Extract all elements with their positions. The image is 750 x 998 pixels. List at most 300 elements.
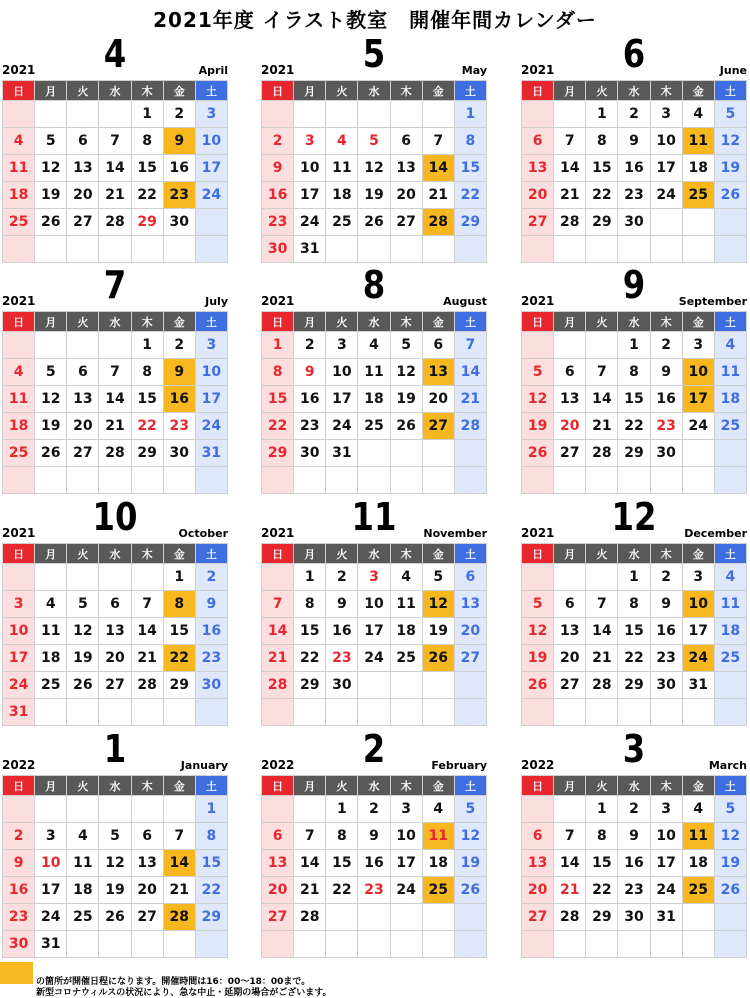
day-cell: 18: [3, 413, 35, 440]
month-year: 2021: [261, 294, 295, 308]
day-cell: 1: [131, 332, 163, 359]
weekday-header: 木: [650, 81, 682, 101]
day-cell: 1: [586, 796, 618, 823]
day-cell: 13: [67, 155, 99, 182]
empty-cell: [358, 440, 390, 467]
empty-cell: [99, 332, 131, 359]
day-cell: 13: [262, 850, 294, 877]
day-cell: 2: [618, 796, 650, 823]
day-cell: 1: [586, 101, 618, 128]
month-name: August: [443, 295, 487, 308]
day-cell: 1: [618, 332, 650, 359]
day-cell: 24: [650, 182, 682, 209]
empty-cell: [67, 796, 99, 823]
empty-cell: [522, 931, 554, 958]
day-cell: 16: [294, 386, 326, 413]
weekday-header: 水: [618, 544, 650, 564]
month-number: 11: [351, 495, 397, 539]
empty-cell: [586, 931, 618, 958]
day-cell: 10: [195, 128, 227, 155]
day-cell: 2: [618, 101, 650, 128]
month-table: [521, 311, 747, 494]
day-cell: 11: [390, 591, 422, 618]
day-cell: 30: [618, 209, 650, 236]
weekday-header: 火: [326, 312, 358, 332]
day-cell: 7: [554, 823, 586, 850]
day-cell: 15: [586, 850, 618, 877]
day-cell: 30: [618, 904, 650, 931]
month-year: 2022: [261, 758, 295, 772]
weekday-header: 月: [294, 312, 326, 332]
day-cell: 2: [163, 332, 195, 359]
day-cell: 26: [714, 877, 746, 904]
month-year: 2022: [521, 758, 555, 772]
weekday-header: 金: [682, 312, 714, 332]
open-day-cell: 8: [163, 591, 195, 618]
note-line-2: 新型コロナウィルスの状況により、急な中止・延期の場合がございます。: [36, 988, 332, 998]
month-name: January: [180, 759, 228, 772]
day-cell: 18: [714, 618, 746, 645]
day-cell: 17: [195, 386, 227, 413]
day-cell: 9: [326, 591, 358, 618]
day-cell: 27: [99, 672, 131, 699]
day-cell: 9: [618, 823, 650, 850]
day-cell: 28: [454, 413, 486, 440]
day-cell: 19: [390, 386, 422, 413]
month-header: [261, 495, 487, 543]
empty-cell: [326, 236, 358, 263]
day-cell: 17: [650, 850, 682, 877]
empty-cell: [3, 796, 35, 823]
empty-cell: [618, 467, 650, 494]
day-cell: 24: [195, 182, 227, 209]
weekday-header: 土: [195, 312, 227, 332]
day-cell: 16: [618, 850, 650, 877]
day-cell: 7: [554, 128, 586, 155]
empty-cell: [35, 796, 67, 823]
day-cell: 15: [195, 850, 227, 877]
weekday-header: 水: [99, 81, 131, 101]
day-cell: 10: [650, 823, 682, 850]
empty-cell: [650, 931, 682, 958]
day-cell: 26: [522, 672, 554, 699]
day-cell: 3: [326, 332, 358, 359]
day-cell: 21: [586, 645, 618, 672]
day-cell: 14: [262, 618, 294, 645]
day-cell: 20: [67, 182, 99, 209]
day-cell: 11: [67, 850, 99, 877]
day-cell: 10: [195, 359, 227, 386]
day-cell: 7: [294, 823, 326, 850]
month-year: 2021: [2, 63, 36, 77]
empty-cell: [454, 440, 486, 467]
empty-cell: [390, 440, 422, 467]
empty-cell: [67, 467, 99, 494]
day-cell: 18: [67, 877, 99, 904]
day-cell: 10: [3, 618, 35, 645]
day-cell: 2: [262, 128, 294, 155]
day-cell: 21: [454, 386, 486, 413]
day-cell: 4: [682, 796, 714, 823]
day-cell: 5: [67, 591, 99, 618]
weekday-header: 水: [358, 312, 390, 332]
day-cell: 2: [650, 564, 682, 591]
day-cell: 26: [358, 209, 390, 236]
empty-cell: [358, 931, 390, 958]
day-cell: 23: [618, 182, 650, 209]
day-cell: 6: [262, 823, 294, 850]
day-cell: 30: [3, 931, 35, 958]
day-cell: 7: [422, 128, 454, 155]
empty-cell: [522, 101, 554, 128]
month-year: 2021: [2, 294, 36, 308]
day-cell: 6: [131, 823, 163, 850]
day-cell: 5: [35, 359, 67, 386]
weekday-header: 水: [618, 776, 650, 796]
month-header: [261, 263, 487, 311]
day-cell: 20: [554, 645, 586, 672]
day-cell: 30: [163, 440, 195, 467]
empty-cell: [131, 236, 163, 263]
weekday-header: 金: [163, 81, 195, 101]
month-name: February: [431, 759, 487, 772]
empty-cell: [195, 699, 227, 726]
month-header: [2, 495, 228, 543]
day-cell: 25: [714, 645, 746, 672]
weekday-header: 金: [163, 776, 195, 796]
weekday-header: 火: [67, 312, 99, 332]
empty-cell: [714, 699, 746, 726]
weekday-header: 日: [522, 776, 554, 796]
weekday-header: 金: [682, 81, 714, 101]
weekday-header: 月: [294, 776, 326, 796]
day-cell: 16: [262, 182, 294, 209]
empty-cell: [35, 699, 67, 726]
day-cell: 29: [586, 209, 618, 236]
day-cell: 21: [262, 645, 294, 672]
open-day-cell: 28: [422, 209, 454, 236]
day-cell: 6: [67, 359, 99, 386]
day-cell: 11: [3, 386, 35, 413]
day-cell: 28: [99, 440, 131, 467]
empty-cell: [714, 672, 746, 699]
open-day-cell: 17: [682, 386, 714, 413]
weekday-header: 月: [35, 312, 67, 332]
weekday-header: 金: [422, 776, 454, 796]
month-name: March: [708, 759, 747, 772]
month-table: [521, 775, 747, 958]
day-cell: 7: [454, 332, 486, 359]
day-cell: 4: [326, 128, 358, 155]
day-cell: 23: [358, 877, 390, 904]
weekday-header: 木: [650, 544, 682, 564]
day-cell: 14: [99, 155, 131, 182]
day-cell: 22: [195, 877, 227, 904]
empty-cell: [358, 467, 390, 494]
day-cell: 8: [618, 359, 650, 386]
empty-cell: [195, 467, 227, 494]
open-day-cell: 23: [163, 182, 195, 209]
day-cell: 17: [326, 386, 358, 413]
day-cell: 15: [586, 155, 618, 182]
empty-cell: [35, 332, 67, 359]
day-cell: 1: [195, 796, 227, 823]
empty-cell: [3, 101, 35, 128]
day-cell: 3: [358, 564, 390, 591]
day-cell: 11: [35, 618, 67, 645]
weekday-header: 土: [714, 312, 746, 332]
day-cell: 19: [522, 645, 554, 672]
day-cell: 17: [650, 155, 682, 182]
day-cell: 12: [522, 618, 554, 645]
weekday-header: 土: [195, 81, 227, 101]
day-cell: 10: [35, 850, 67, 877]
day-cell: 22: [618, 645, 650, 672]
day-cell: 22: [618, 413, 650, 440]
empty-cell: [131, 564, 163, 591]
day-cell: 18: [3, 182, 35, 209]
weekday-header: 日: [262, 312, 294, 332]
empty-cell: [422, 101, 454, 128]
month-november: [261, 495, 487, 726]
day-cell: 8: [262, 359, 294, 386]
empty-cell: [554, 332, 586, 359]
empty-cell: [554, 564, 586, 591]
month-header: [521, 495, 747, 543]
day-cell: 12: [522, 386, 554, 413]
weekday-header: 木: [390, 81, 422, 101]
empty-cell: [422, 672, 454, 699]
empty-cell: [682, 236, 714, 263]
day-cell: 12: [358, 155, 390, 182]
month-year: 2021: [261, 526, 295, 540]
empty-cell: [390, 904, 422, 931]
empty-cell: [454, 699, 486, 726]
empty-cell: [454, 931, 486, 958]
month-number: 3: [622, 727, 646, 771]
day-cell: 17: [294, 182, 326, 209]
day-cell: 14: [586, 618, 618, 645]
month-table: [521, 80, 747, 263]
day-cell: 11: [326, 155, 358, 182]
day-cell: 29: [454, 209, 486, 236]
day-cell: 16: [618, 155, 650, 182]
day-cell: 8: [195, 823, 227, 850]
day-cell: 14: [454, 359, 486, 386]
day-cell: 22: [326, 877, 358, 904]
day-cell: 5: [714, 796, 746, 823]
day-cell: 4: [3, 128, 35, 155]
empty-cell: [554, 796, 586, 823]
day-cell: 24: [294, 209, 326, 236]
day-cell: 24: [35, 904, 67, 931]
day-cell: 9: [3, 850, 35, 877]
day-cell: 25: [3, 209, 35, 236]
empty-cell: [358, 904, 390, 931]
empty-cell: [714, 931, 746, 958]
day-cell: 30: [650, 672, 682, 699]
day-cell: 22: [262, 413, 294, 440]
empty-cell: [294, 101, 326, 128]
day-cell: 25: [326, 209, 358, 236]
day-cell: 14: [131, 618, 163, 645]
empty-cell: [131, 931, 163, 958]
weekday-header: 水: [618, 312, 650, 332]
empty-cell: [554, 931, 586, 958]
weekday-header: 火: [326, 544, 358, 564]
empty-cell: [618, 931, 650, 958]
empty-cell: [522, 236, 554, 263]
day-cell: 16: [650, 386, 682, 413]
day-cell: 11: [714, 591, 746, 618]
day-cell: 26: [35, 440, 67, 467]
day-cell: 13: [522, 155, 554, 182]
day-cell: 24: [650, 877, 682, 904]
day-cell: 21: [99, 182, 131, 209]
day-cell: 18: [714, 386, 746, 413]
month-header: [2, 727, 228, 775]
open-day-legend-swatch: [0, 962, 33, 984]
day-cell: 16: [195, 618, 227, 645]
weekday-header: 木: [390, 776, 422, 796]
day-cell: 26: [99, 904, 131, 931]
day-cell: 20: [554, 413, 586, 440]
empty-cell: [3, 332, 35, 359]
day-cell: 13: [99, 618, 131, 645]
month-table: [261, 80, 487, 263]
empty-cell: [326, 467, 358, 494]
day-cell: 23: [294, 413, 326, 440]
empty-cell: [682, 440, 714, 467]
day-cell: 2: [163, 101, 195, 128]
day-cell: 10: [650, 128, 682, 155]
day-cell: 15: [454, 155, 486, 182]
day-cell: 15: [131, 386, 163, 413]
open-day-cell: 13: [422, 359, 454, 386]
weekday-header: 月: [294, 544, 326, 564]
day-cell: 29: [163, 672, 195, 699]
empty-cell: [522, 796, 554, 823]
day-cell: 19: [714, 850, 746, 877]
day-cell: 14: [294, 850, 326, 877]
day-cell: 24: [682, 413, 714, 440]
day-cell: 30: [326, 672, 358, 699]
day-cell: 12: [35, 386, 67, 413]
empty-cell: [195, 931, 227, 958]
day-cell: 5: [35, 128, 67, 155]
day-cell: 23: [262, 209, 294, 236]
weekday-header: 日: [262, 544, 294, 564]
day-cell: 6: [99, 591, 131, 618]
day-cell: 27: [454, 645, 486, 672]
page-title: 2021年度 イラスト教室 開催年間カレンダー: [153, 8, 597, 32]
empty-cell: [618, 236, 650, 263]
day-cell: 19: [35, 413, 67, 440]
day-cell: 21: [131, 645, 163, 672]
month-year: 2021: [521, 526, 555, 540]
day-cell: 28: [554, 209, 586, 236]
day-cell: 31: [682, 672, 714, 699]
empty-cell: [586, 467, 618, 494]
empty-cell: [454, 672, 486, 699]
day-cell: 29: [586, 904, 618, 931]
month-header: [2, 32, 228, 80]
day-cell: 4: [682, 101, 714, 128]
day-cell: 3: [195, 332, 227, 359]
open-day-cell: 24: [682, 645, 714, 672]
open-day-cell: 27: [422, 413, 454, 440]
empty-cell: [326, 699, 358, 726]
weekday-header: 土: [454, 81, 486, 101]
weekday-header: 木: [650, 312, 682, 332]
empty-cell: [358, 101, 390, 128]
weekday-header: 日: [522, 312, 554, 332]
day-cell: 14: [586, 386, 618, 413]
month-name: July: [205, 295, 228, 308]
day-cell: 17: [35, 877, 67, 904]
month-number: 8: [362, 263, 386, 307]
empty-cell: [163, 236, 195, 263]
empty-cell: [294, 467, 326, 494]
empty-cell: [326, 101, 358, 128]
day-cell: 30: [294, 440, 326, 467]
month-table: [261, 543, 487, 726]
day-cell: 12: [67, 618, 99, 645]
day-cell: 6: [67, 128, 99, 155]
weekday-header: 木: [131, 81, 163, 101]
empty-cell: [682, 904, 714, 931]
empty-cell: [262, 101, 294, 128]
day-cell: 2: [3, 823, 35, 850]
day-cell: 1: [618, 564, 650, 591]
month-year: 2021: [261, 63, 295, 77]
month-number: 12: [611, 495, 657, 539]
month-name: October: [178, 527, 228, 540]
day-cell: 14: [554, 850, 586, 877]
day-cell: 11: [3, 155, 35, 182]
month-name: December: [684, 527, 747, 540]
day-cell: 13: [454, 591, 486, 618]
month-table: [261, 311, 487, 494]
empty-cell: [3, 236, 35, 263]
day-cell: 4: [35, 591, 67, 618]
day-cell: 31: [195, 440, 227, 467]
day-cell: 2: [195, 564, 227, 591]
weekday-header: 火: [67, 81, 99, 101]
empty-cell: [522, 564, 554, 591]
weekday-header: 火: [67, 776, 99, 796]
day-cell: 24: [358, 645, 390, 672]
empty-cell: [618, 699, 650, 726]
day-cell: 27: [522, 209, 554, 236]
empty-cell: [262, 699, 294, 726]
weekday-header: 月: [554, 81, 586, 101]
month-name: May: [461, 64, 487, 77]
empty-cell: [422, 236, 454, 263]
empty-cell: [163, 796, 195, 823]
day-cell: 18: [35, 645, 67, 672]
day-cell: 9: [195, 591, 227, 618]
weekday-header: 水: [358, 81, 390, 101]
day-cell: 27: [262, 904, 294, 931]
weekday-header: 土: [195, 544, 227, 564]
day-cell: 3: [35, 823, 67, 850]
day-cell: 7: [131, 591, 163, 618]
month-header: [261, 32, 487, 80]
open-day-cell: 14: [422, 155, 454, 182]
empty-cell: [422, 699, 454, 726]
empty-cell: [262, 564, 294, 591]
